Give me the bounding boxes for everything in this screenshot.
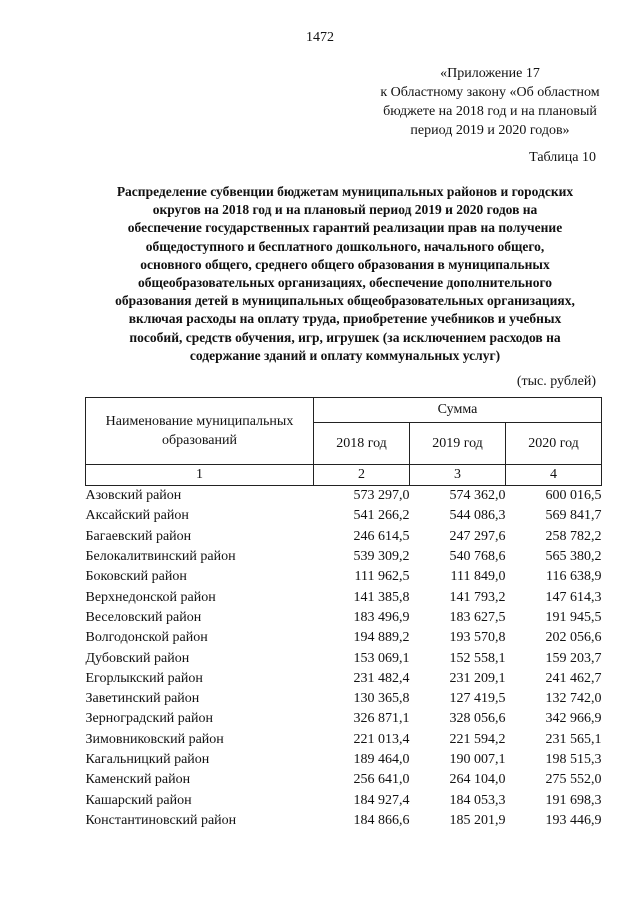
page-number: 1472	[306, 30, 334, 45]
table-row	[86, 750, 602, 770]
value-2018: 573 297,0	[353, 488, 410, 504]
municipality-name: Аксайский район	[85, 508, 189, 524]
table-row	[86, 669, 602, 689]
header-year-2019: 2019 год	[410, 423, 506, 465]
value-2019: 152 558,1	[449, 650, 506, 666]
value-2018: 111 962,5	[354, 569, 410, 585]
table-row	[86, 587, 602, 607]
municipality-name: Кагальницкий район	[85, 752, 210, 767]
title-line: общедоступного и бесплатного дошкольного, начального общего,	[145, 238, 545, 254]
value-2019: 544 086,3	[449, 508, 506, 524]
value-2019: 127 419,5	[449, 691, 506, 707]
table-row	[86, 486, 602, 507]
value-2020: 193 446,9	[545, 812, 602, 828]
value-2018: 231 482,4	[353, 670, 410, 686]
header-sum: Сумма	[314, 398, 602, 423]
units-label: (тыс. рублей)	[516, 374, 596, 389]
document-title	[84, 183, 606, 365]
title-line: округов на 2018 год и на плановый период 2019 и 2020 годов на	[152, 202, 538, 218]
column-number: 1	[86, 465, 314, 486]
appendix-line: период 2019 и 2020 годов»	[410, 123, 570, 138]
title-line: общеобразовательных организациях, обеспечение дополнительного	[137, 275, 552, 291]
municipality-name: Азовский район	[85, 488, 182, 504]
table-row	[86, 608, 602, 628]
municipality-name: Заветинский район	[85, 691, 200, 707]
value-2018: 184 866,6	[353, 812, 410, 828]
value-2018: 246 614,5	[353, 528, 410, 544]
municipality-name: Боковский район	[85, 569, 187, 585]
value-2019: 190 007,1	[449, 752, 506, 767]
value-2020: 191 945,5	[545, 609, 602, 625]
table-row	[86, 709, 602, 729]
value-2018: 189 464,0	[353, 752, 410, 767]
table-row	[86, 811, 602, 831]
table-row	[86, 770, 602, 790]
value-2019: 193 570,8	[449, 630, 506, 646]
appendix-line: бюджете на 2018 год и на плановый	[383, 104, 597, 119]
table-row	[86, 648, 602, 668]
table-row	[86, 730, 602, 750]
municipality-name: Волгодонской район	[85, 630, 208, 646]
value-2019: 221 594,2	[449, 731, 506, 747]
value-2019: 185 201,9	[449, 812, 506, 828]
table-row	[86, 628, 602, 648]
value-2018: 539 309,2	[353, 549, 410, 565]
value-2019: 247 297,6	[449, 528, 506, 544]
column-number: 4	[506, 465, 602, 486]
value-2019: 183 627,5	[449, 609, 506, 625]
value-2019: 540 768,6	[449, 549, 506, 565]
title-line: Распределение субвенции бюджетам муниципальных районов и городских	[116, 184, 574, 199]
table-label: Таблица 10	[529, 150, 596, 165]
value-2018: 141 385,8	[353, 589, 410, 605]
value-2019: 231 209,1	[449, 670, 506, 686]
value-2020: 231 565,1	[545, 731, 602, 747]
value-2020: 116 638,9	[546, 569, 602, 585]
table-row	[86, 547, 602, 567]
value-2018: 541 266,2	[353, 508, 410, 524]
value-2018: 153 069,1	[353, 650, 410, 666]
value-2019: 264 104,0	[449, 772, 506, 788]
value-2018: 130 365,8	[353, 691, 410, 707]
value-2019: 111 849,0	[450, 569, 506, 585]
value-2020: 241 462,7	[545, 670, 602, 686]
municipality-name: Каменский район	[85, 772, 191, 788]
value-2020: 275 552,0	[545, 772, 602, 788]
appendix-line: «Приложение 17	[440, 66, 540, 81]
title-line: содержание зданий и оплату коммунальных услуг)	[189, 347, 501, 363]
value-2020: 565 380,2	[545, 549, 602, 565]
value-2018: 221 013,4	[353, 731, 410, 747]
municipality-name: Кашарский район	[85, 792, 192, 808]
value-2018: 183 496,9	[353, 609, 410, 625]
municipality-name: Дубовский район	[85, 650, 190, 666]
appendix-note	[360, 64, 620, 140]
value-2018: 326 871,1	[353, 711, 410, 727]
column-number: 3	[410, 465, 506, 486]
value-2019: 184 053,3	[449, 792, 506, 808]
title-line: обеспечение государственных гарантий реализации прав на получение	[127, 220, 563, 236]
value-2020: 147 614,3	[545, 589, 602, 605]
value-2020: 191 698,3	[545, 792, 602, 808]
column-number: 2	[314, 465, 410, 486]
appendix-line: к Областному закону «Об областном	[380, 85, 600, 100]
municipality-name: Веселовский район	[85, 609, 202, 625]
value-2020: 600 016,5	[545, 488, 602, 504]
value-2018: 256 641,0	[353, 772, 410, 788]
value-2020: 159 203,7	[545, 650, 602, 666]
table-body	[86, 486, 602, 832]
header-year-2020: 2020 год	[506, 423, 602, 465]
municipality-name: Багаевский район	[85, 528, 192, 544]
value-2019: 141 793,2	[449, 589, 506, 605]
header-name-line: образований	[162, 433, 237, 448]
value-2020: 132 742,0	[545, 691, 602, 707]
value-2019: 328 056,6	[449, 711, 506, 727]
header-year-2018: 2018 год	[314, 423, 410, 465]
table-row	[86, 567, 602, 587]
table-row	[86, 506, 602, 526]
title-line: основного общего, среднего общего образования в муниципальных	[140, 256, 550, 272]
table-row	[86, 790, 602, 810]
title-line: включая расходы на оплату труда, приобретение учебников и учебных	[128, 311, 562, 327]
value-2020: 569 841,7	[545, 508, 602, 524]
value-2020: 202 056,6	[545, 630, 602, 646]
title-line: пособий, средств обучения, игр, игрушек (за исключением расходов на	[129, 329, 561, 345]
municipality-name: Белокалитвинский район	[85, 549, 236, 565]
value-2019: 574 362,0	[449, 488, 506, 504]
table-header	[86, 398, 602, 486]
subvention-table	[85, 397, 602, 831]
municipality-name: Зимовниковский район	[85, 731, 224, 747]
value-2018: 184 927,4	[353, 792, 410, 808]
title-line: образования детей в муниципальных общеобразовательных организациях,	[115, 293, 575, 309]
value-2020: 342 966,9	[545, 711, 602, 727]
header-name-line: Наименование муниципальных	[105, 414, 294, 429]
header-name	[86, 398, 314, 465]
table-row	[86, 689, 602, 709]
value-2018: 194 889,2	[353, 630, 410, 646]
value-2020: 258 782,2	[545, 528, 602, 544]
municipality-name: Зерноградский район	[85, 711, 213, 727]
municipality-name: Верхнедонской район	[85, 589, 216, 605]
municipality-name: Константиновский район	[85, 812, 237, 828]
municipality-name: Егорлыкский район	[85, 670, 203, 686]
table-row	[86, 527, 602, 547]
value-2020: 198 515,3	[545, 752, 602, 767]
